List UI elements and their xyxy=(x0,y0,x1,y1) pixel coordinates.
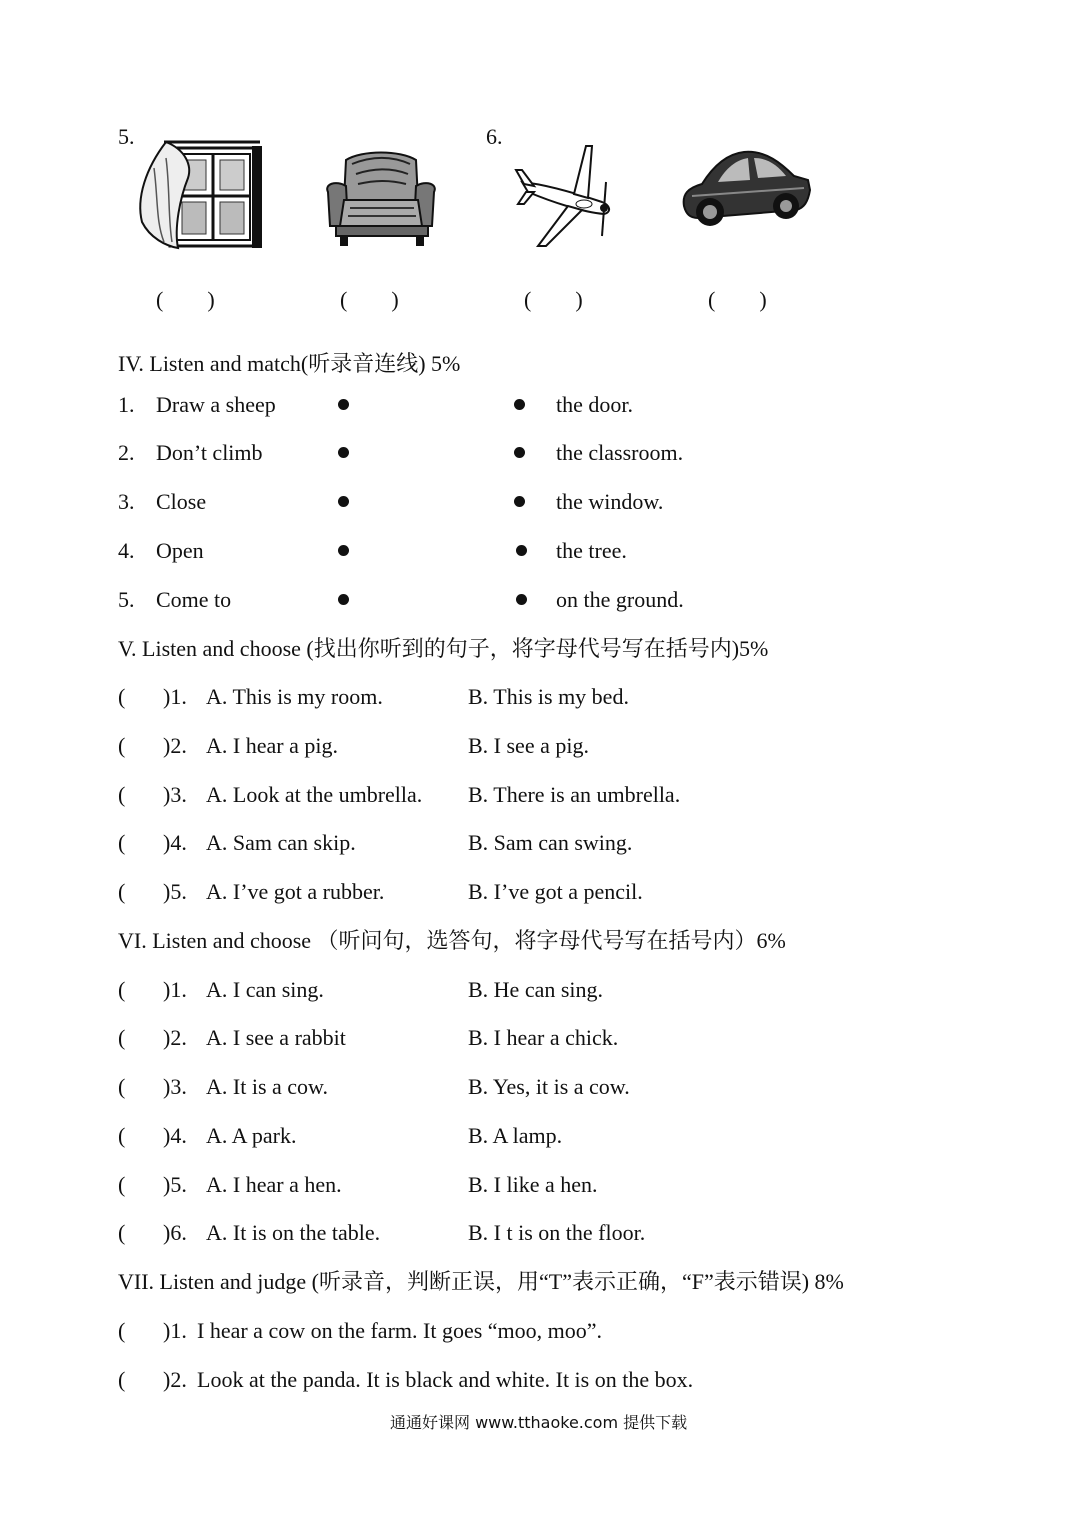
section-v-heading: V. Listen and choose (找出你听到的句子，将字母代号写在括号内)5% xyxy=(118,636,769,661)
answer-open-paren[interactable]: ( xyxy=(118,879,126,904)
match-left-item: Come to xyxy=(156,587,232,612)
car-icon xyxy=(678,146,812,234)
question-number: )2. xyxy=(163,733,187,758)
match-number: 3. xyxy=(118,489,135,514)
answer-open-paren[interactable]: ( xyxy=(118,1318,126,1343)
question-number: )4. xyxy=(163,830,187,855)
question-number: )3. xyxy=(163,1074,187,1099)
question-number: )6. xyxy=(163,1220,187,1245)
picture-number-5: 5. xyxy=(118,124,135,149)
match-right-dot[interactable] xyxy=(514,399,525,410)
option-a: A. I’ve got a rubber. xyxy=(206,879,385,904)
section-vii-heading: VII. Listen and judge (听录音，判断正误，用“T”表示正确，“F”表示错误) 8% xyxy=(118,1269,844,1294)
answer-open-paren[interactable]: ( xyxy=(118,1367,126,1392)
match-number: 2. xyxy=(118,440,135,465)
option-a: A. I can sing. xyxy=(206,977,324,1002)
option-b: B. A lamp. xyxy=(468,1123,563,1148)
answer-blank-picture-2[interactable]: ( ) xyxy=(340,287,399,312)
answer-open-paren[interactable]: ( xyxy=(118,1123,126,1148)
question-number: )2. xyxy=(163,1025,187,1050)
option-a: A. Look at the umbrella. xyxy=(206,782,423,807)
answer-open-paren[interactable]: ( xyxy=(118,733,126,758)
match-left-dot[interactable] xyxy=(338,594,349,605)
match-left-item: Don’t climb xyxy=(156,440,263,465)
match-right-item: the tree. xyxy=(556,538,627,563)
option-a: A. A park. xyxy=(206,1123,297,1148)
question-number: )1. xyxy=(163,1318,187,1343)
option-b: B. Yes, it is a cow. xyxy=(468,1074,630,1099)
match-right-dot[interactable] xyxy=(516,594,527,605)
picture-number-6: 6. xyxy=(486,124,503,149)
answer-open-paren[interactable]: ( xyxy=(118,1074,126,1099)
match-left-item: Draw a sheep xyxy=(156,392,276,417)
section-vi-heading: VI. Listen and choose （听问句，选答句，将字母代号写在括号内）6% xyxy=(118,928,786,953)
airplane-icon xyxy=(512,142,622,248)
answer-open-paren[interactable]: ( xyxy=(118,977,126,1002)
page-footer: 通通好课网 www.tthaoke.com 提供下载 xyxy=(390,1413,688,1432)
question-number: )5. xyxy=(163,1172,187,1197)
option-b: B. I see a pig. xyxy=(468,733,589,758)
match-left-item: Open xyxy=(156,538,204,563)
option-a: A. I hear a hen. xyxy=(206,1172,342,1197)
answer-blank-picture-4[interactable]: ( ) xyxy=(708,287,767,312)
question-number: )3. xyxy=(163,782,187,807)
question-number: )1. xyxy=(163,684,187,709)
answer-open-paren[interactable]: ( xyxy=(118,1025,126,1050)
match-right-item: the window. xyxy=(556,489,664,514)
answer-open-paren[interactable]: ( xyxy=(118,830,126,855)
match-number: 5. xyxy=(118,587,135,612)
match-number: 1. xyxy=(118,392,135,417)
match-left-dot[interactable] xyxy=(338,545,349,556)
match-left-dot[interactable] xyxy=(338,399,349,410)
match-right-dot[interactable] xyxy=(516,545,527,556)
judge-statement: I hear a cow on the farm. It goes “moo, moo”. xyxy=(197,1318,603,1343)
option-a: A. I hear a pig. xyxy=(206,733,338,758)
option-a: A. It is on the table. xyxy=(206,1220,381,1245)
option-b: B. I t is on the floor. xyxy=(468,1220,646,1245)
match-left-item: Close xyxy=(156,489,207,514)
option-b: B. He can sing. xyxy=(468,977,604,1002)
match-right-item: on the ground. xyxy=(556,587,684,612)
armchair-icon xyxy=(322,150,440,248)
question-number: )5. xyxy=(163,879,187,904)
window-curtain-icon xyxy=(136,138,264,252)
option-b: B. I like a hen. xyxy=(468,1172,598,1197)
option-a: A. It is a cow. xyxy=(206,1074,328,1099)
match-left-dot[interactable] xyxy=(338,447,349,458)
match-right-dot[interactable] xyxy=(514,496,525,507)
answer-blank-picture-3[interactable]: ( ) xyxy=(524,287,583,312)
judge-statement: Look at the panda. It is black and white. It is on the box. xyxy=(197,1367,694,1392)
option-a: A. Sam can skip. xyxy=(206,830,356,855)
match-number: 4. xyxy=(118,538,135,563)
option-a: A. I see a rabbit xyxy=(206,1025,346,1050)
answer-open-paren[interactable]: ( xyxy=(118,684,126,709)
match-right-item: the door. xyxy=(556,392,633,417)
answer-open-paren[interactable]: ( xyxy=(118,782,126,807)
answer-blank-picture-1[interactable]: ( ) xyxy=(156,287,215,312)
option-b: B. I’ve got a pencil. xyxy=(468,879,643,904)
option-b: B. Sam can swing. xyxy=(468,830,633,855)
answer-open-paren[interactable]: ( xyxy=(118,1220,126,1245)
option-b: B. This is my bed. xyxy=(468,684,629,709)
question-number: )2. xyxy=(163,1367,187,1392)
question-number: )4. xyxy=(163,1123,187,1148)
answer-open-paren[interactable]: ( xyxy=(118,1172,126,1197)
match-right-dot[interactable] xyxy=(514,447,525,458)
question-number: )1. xyxy=(163,977,187,1002)
section-iv-heading: IV. Listen and match(听录音连线) 5% xyxy=(118,351,461,376)
option-b: B. I hear a chick. xyxy=(468,1025,619,1050)
match-right-item: the classroom. xyxy=(556,440,684,465)
option-a: A. This is my room. xyxy=(206,684,383,709)
match-left-dot[interactable] xyxy=(338,496,349,507)
option-b: B. There is an umbrella. xyxy=(468,782,681,807)
